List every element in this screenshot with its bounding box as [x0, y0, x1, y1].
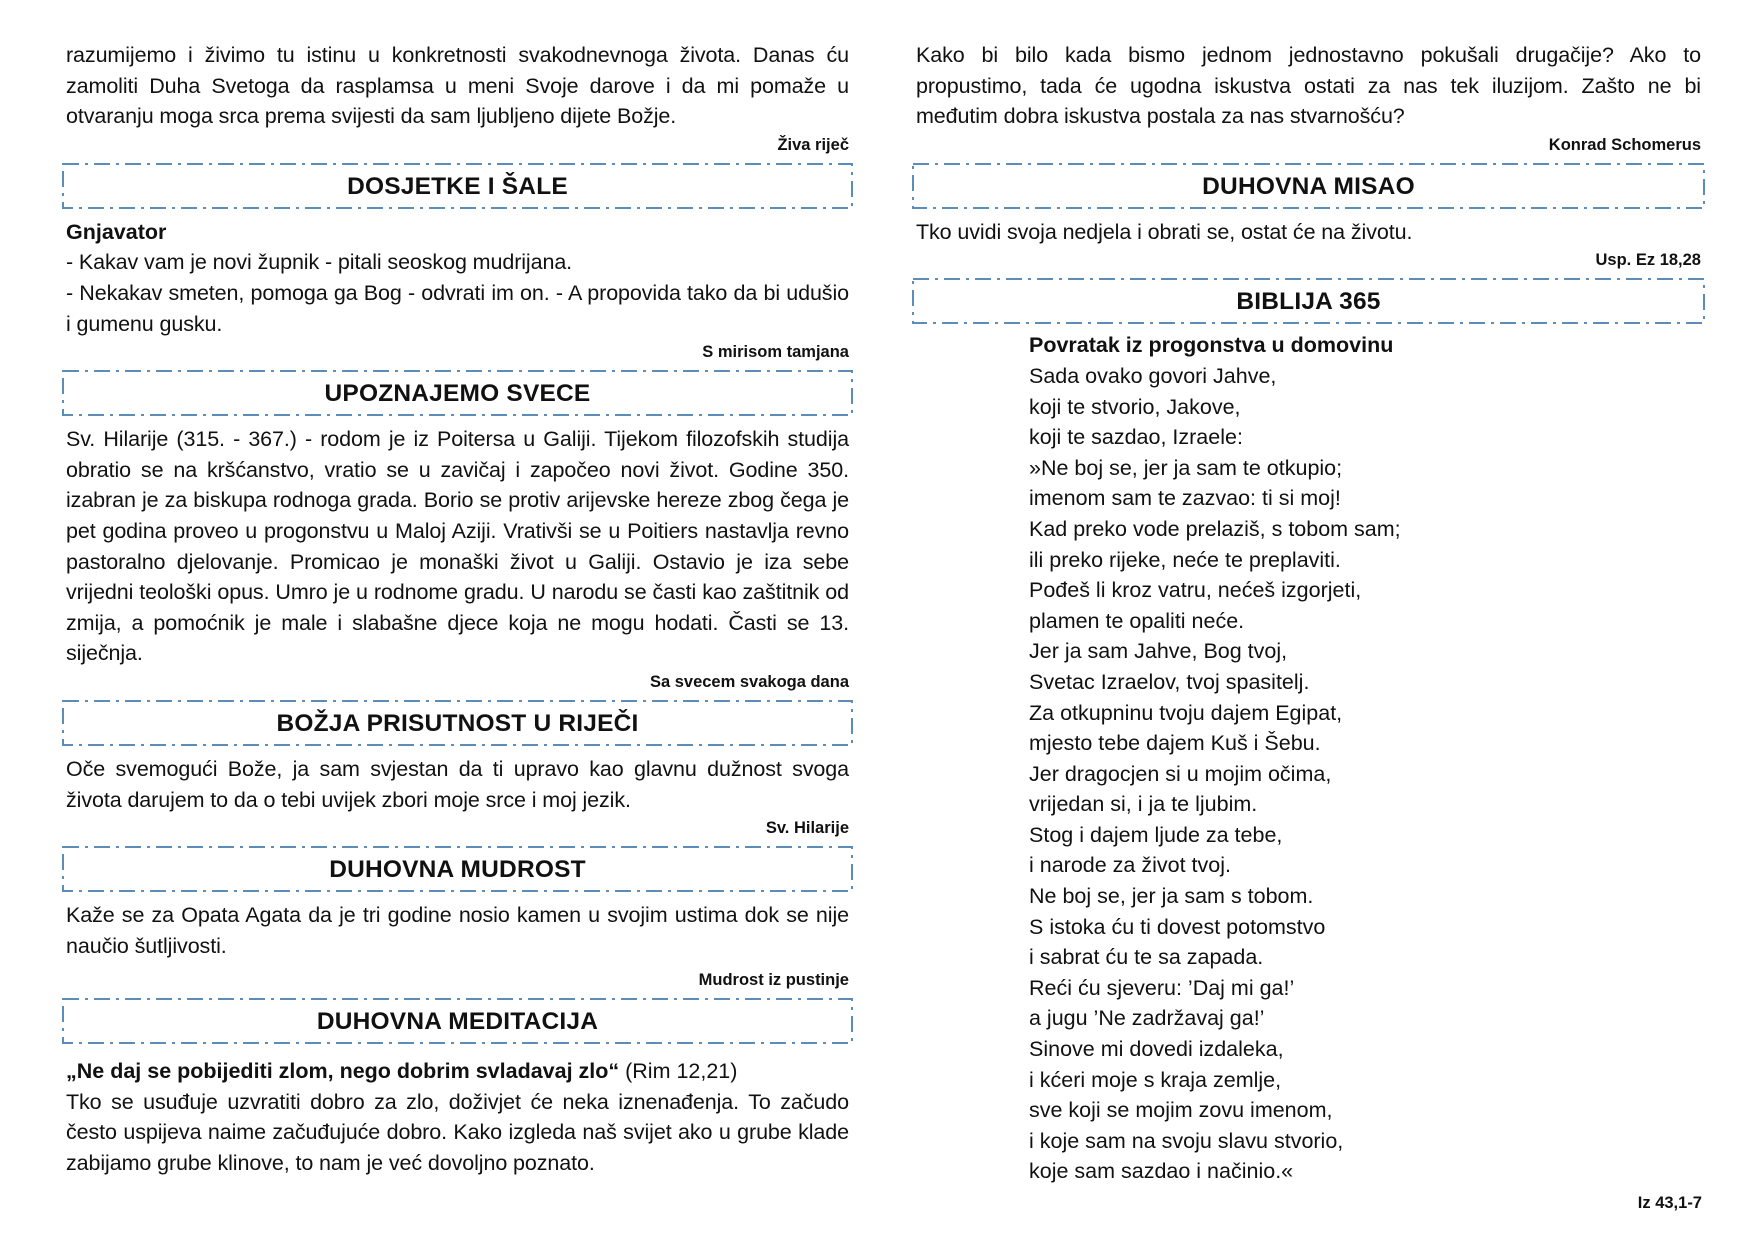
- poem-line: S istoka ću ti dovest potomstvo: [1029, 914, 1326, 939]
- poem-lines: [1029, 361, 1701, 1187]
- section-body-mudrost: [66, 900, 849, 991]
- thought-paragraph: Tko uvidi svoja nedjela i obrati se, ostat će na životu.: [916, 219, 1413, 244]
- intro-source: Živa riječ: [777, 135, 849, 154]
- poem-line: i koje sam na svoju slavu stvorio,: [1029, 1128, 1344, 1153]
- section-header-dosjetke: [62, 163, 853, 209]
- poem-line: i kćeri moje s kraja zemlje,: [1029, 1067, 1282, 1092]
- section-source: S mirisom tamjana: [702, 343, 849, 362]
- poem-line: Svetac Izraelov, tvoj spasitelj.: [1029, 669, 1310, 694]
- bible-reading: [1029, 330, 1701, 1187]
- intro-source: Konrad Schomerus: [1548, 135, 1701, 154]
- section-body-misao: [916, 217, 1701, 272]
- section-header-biblija: [912, 278, 1705, 324]
- section-title: UPOZNAJEMO SVECE: [324, 380, 591, 408]
- section-title: DUHOVNA MUDROST: [329, 856, 586, 884]
- section-source: Sv. Hilarije: [765, 819, 849, 838]
- meditation-quote-ref: (Rim 12,21): [619, 1059, 738, 1084]
- poem-line: koje sam sazdao i načinio.«: [1029, 1159, 1294, 1184]
- section-header-misao: [912, 163, 1705, 209]
- section-header-meditacija: [62, 998, 853, 1044]
- reading-title: Povratak iz progonstva u domovinu: [1029, 333, 1394, 358]
- section-title: BOŽJA PRISUTNOST U RIJEČI: [276, 709, 639, 737]
- joke-title: Gnjavator: [66, 219, 167, 244]
- section-body-svece: [66, 424, 849, 693]
- wisdom-paragraph: Kaže se za Opata Agata da je tri godine nosio kamen u svojim ustima dok se nije naučio šutljivosti.: [66, 903, 849, 958]
- poem-line: imenom sam te zazvao: ti si moj!: [1029, 486, 1341, 511]
- poem-line: Sada ovako govori Jahve,: [1029, 363, 1277, 388]
- section-body-dosjetke: [66, 217, 849, 363]
- poem-line: Kad preko vode prelaziš, s tobom sam;: [1029, 516, 1401, 541]
- section-source: Usp. Ez 18,28: [1595, 251, 1701, 270]
- poem-line: plamen te opaliti neće.: [1029, 608, 1245, 633]
- section-body-meditacija: [66, 1056, 849, 1178]
- poem-line: Jer ja sam Jahve, Bog tvoj,: [1029, 639, 1288, 664]
- section-title: BIBLIJA 365: [1236, 288, 1381, 316]
- section-title: DOSJETKE I ŠALE: [347, 172, 568, 200]
- meditation-paragraph: Tko se usuđuje uzvratiti dobro za zlo, doživjet će neka iznenađenja. To začudo često uspijeva naime začuđujuće dobro. Kako izgleda naš svijet ako u grube klade zabijamo grube klinove, to nam je već dovoljno poznato.: [66, 1089, 849, 1176]
- section-title: DUHOVNA MISAO: [1202, 172, 1415, 200]
- poem-line: vrijedan si, i ja te ljubim.: [1029, 792, 1258, 817]
- poem-line: Ne boj se, jer ja sam s tobom.: [1029, 884, 1314, 909]
- poem-line: sve koji se mojim zovu imenom,: [1029, 1098, 1333, 1123]
- saint-paragraph: Sv. Hilarije (315. - 367.) - rodom je iz Poitersa u Galiji. Tijekom filozofskih studija obratio se na kršćanstvo, vratio se u zavičaj i započeo novi život. Godine 350. izabran je za biskupa rodnoga grada. Borio se protiv arijevske hereze zbog čega je pet godina proveo u progonstvu u Maloj Aziji. Vrativši se u Poitiers nastavlja revno pastoralno djelovanje. Promicao je monaški život u Galiji. Ostavio je iza sebe vrijedni teološki opus. Umro je u rodnome gradu. U narodu se časti kao zaštitnik od zmija, a pomoćnik je male i slabašne djece koja ne mogu hodati. Časti se 13. siječnja.: [66, 427, 849, 666]
- prayer-paragraph: Oče svemogući Bože, ja sam svjestan da ti upravo kao glavnu dužnost svoga života darujem to da o tebi uvijek zbori moje srce i moj jezik.: [66, 756, 849, 812]
- poem-line: mjesto tebe dajem Kuš i Šebu.: [1029, 731, 1321, 756]
- intro-paragraph: razumijemo i živimo tu istinu u konkretnosti svakodnevnoga života. Danas ću zamoliti Duha Svetoga da rasplamsa u meni Svoje darove i da mi pomaže u otvaranju moga srca prema svijesti da sam ljubljeno dijete Božje.: [66, 43, 849, 129]
- poem-line: koji te sazdao, Izraele:: [1029, 425, 1243, 450]
- poem-line: Sinove mi dovedi izdaleka,: [1029, 1037, 1284, 1062]
- section-header-mudrost: [62, 846, 853, 892]
- poem-line: i narode za život tvoj.: [1029, 853, 1231, 878]
- section-body-prisutnost: [66, 754, 849, 839]
- joke-line: - Kakav vam je novi župnik - pitali seoskog mudrijana.: [66, 250, 573, 275]
- joke-line: - Nekakav smeten, pomoga ga Bog - odvrati im on. - A propovida tako da bi udušio i gumenu gusku.: [66, 280, 849, 336]
- poem-line: koji te stvorio, Jakove,: [1029, 394, 1241, 419]
- poem-line: i sabrat ću te sa zapada.: [1029, 945, 1264, 970]
- right-column: [916, 40, 1701, 1187]
- section-source: Mudrost iz pustinje: [698, 971, 849, 990]
- poem-line: ili preko rijeke, neće te preplaviti.: [1029, 547, 1341, 572]
- section-source: Sa svecem svakoga dana: [649, 672, 849, 691]
- poem-line: a jugu ’Ne zadržavaj ga!’: [1029, 1006, 1265, 1031]
- section-header-svece: [62, 370, 853, 416]
- intro-paragraph: Kako bi bilo kada bismo jednom jednostavno pokušali drugačije? Ako to propustimo, tada će ugodna iskustva ostati za nas tek iluzijom. Zašto ne bi međutim dobra iskustva postala za nas stvarnošću?: [916, 43, 1701, 129]
- poem-line: Pođeš li kroz vatru, nećeš izgorjeti,: [1029, 578, 1362, 603]
- section-title: DUHOVNA MEDITACIJA: [316, 1008, 599, 1036]
- bible-reference: Iz 43,1-7: [1637, 1194, 1702, 1212]
- poem-line: Za otkupninu tvoju dajem Egipat,: [1029, 700, 1343, 725]
- poem-line: »Ne boj se, jer ja sam te otkupio;: [1029, 455, 1343, 480]
- poem-line: Stog i dajem ljude za tebe,: [1029, 822, 1283, 847]
- section-header-prisutnost: [62, 700, 853, 746]
- poem-line: Reći ću sjeveru: ’Daj mi ga!’: [1029, 975, 1295, 1000]
- left-column: [66, 40, 849, 1179]
- meditation-quote-line: [66, 1056, 849, 1087]
- meditation-quote: „Ne daj se pobijediti zlom, nego dobrim svladavaj zlo“: [66, 1059, 620, 1084]
- poem-line: Jer dragocjen si u mojim očima,: [1029, 761, 1332, 786]
